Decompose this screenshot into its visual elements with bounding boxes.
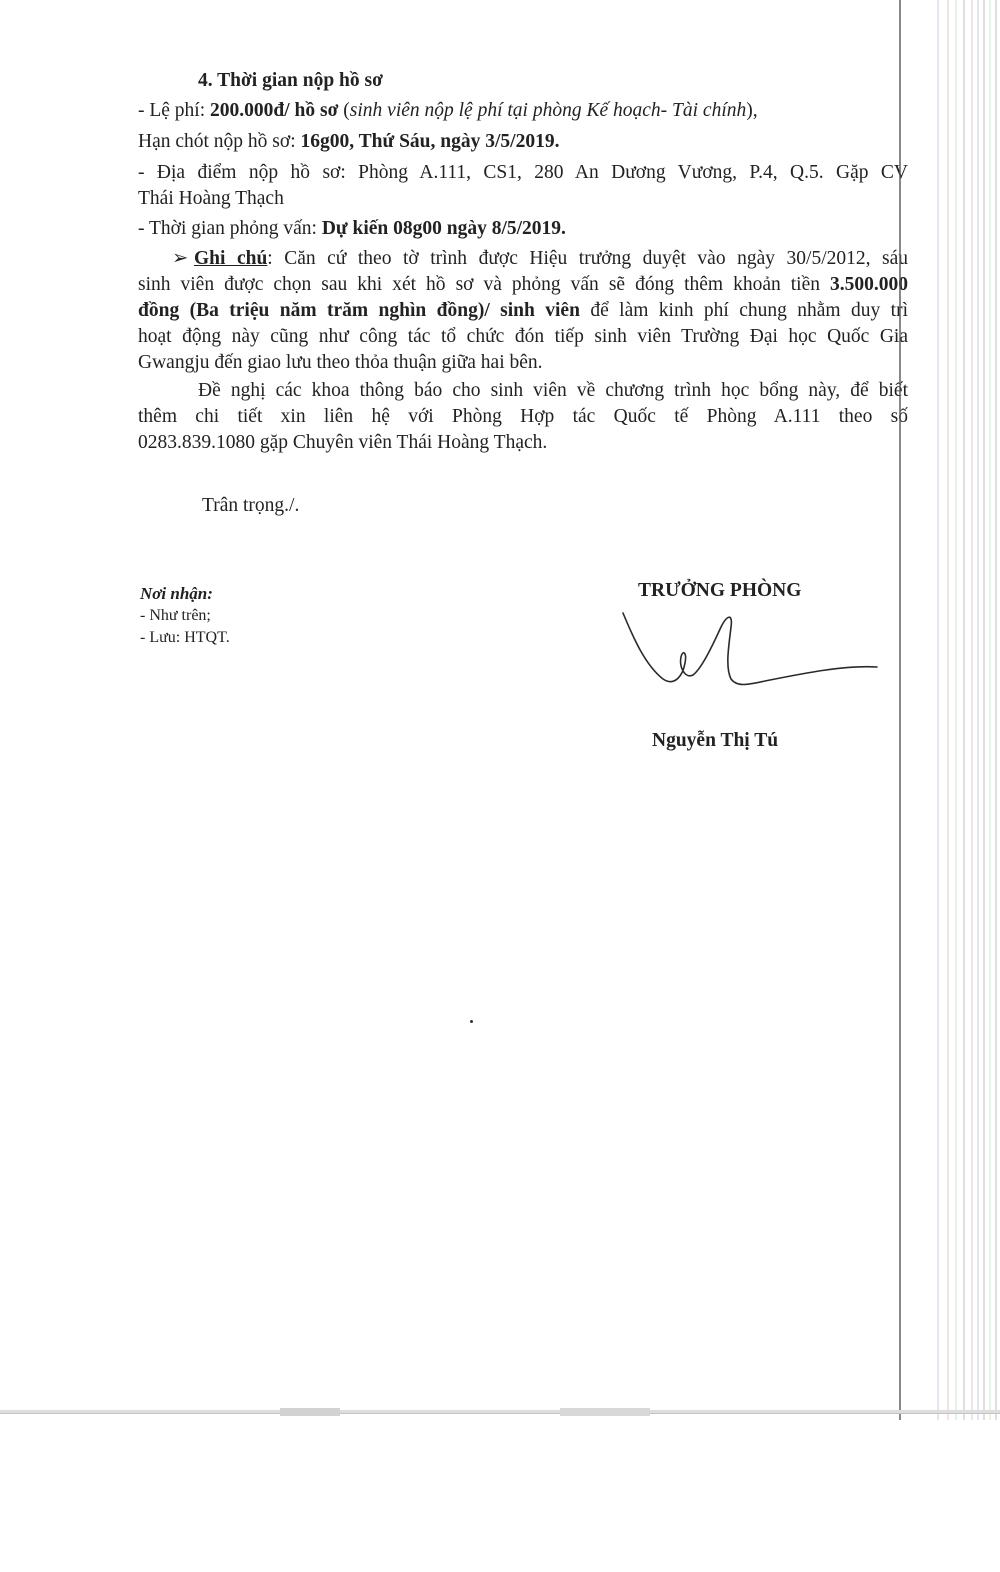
recipient-item: - Lưu: HTQT. [140,629,230,646]
signer-title: TRƯỞNG PHÒNG [638,580,802,601]
recipient-item: - Như trên; [140,607,211,624]
note-amount: 3.500.000 [830,274,908,295]
signer-name: Nguyễn Thị Tú [652,730,779,751]
request-line-1: Đề nghị các khoa thông báo cho sinh viên về chương trình học bổng này, để biết [198,380,908,401]
interview-line: - Thời gian phỏng vấn: Dự kiến 08g00 ngày 8/5/2019. [138,218,566,239]
scan-edge-lines [890,0,1000,1420]
request-line-3: 0283.839.1080 gặp Chuyên viên Thái Hoàng Thạch. [138,432,548,453]
fee-amount: 200.000đ/ hồ sơ [210,100,339,121]
fee-line: - Lệ phí: 200.000đ/ hồ sơ (sinh viên nộp lệ phí tại phòng Kế hoạch- Tài chính), [138,100,758,121]
recipients-title: Nơi nhận: [140,584,213,603]
deadline-value: 16g00, Thứ Sáu, ngày 3/5/2019. [300,131,560,152]
note-line-4: hoạt động này cũng như công tác tổ chức đón tiếp sinh viên Trường Đại học Quốc Gia [138,326,908,347]
note-label: Ghi chú [194,248,268,269]
location-line-2: Thái Hoàng Thạch [138,188,284,209]
closing-text: Trân trọng./. [202,495,300,516]
request-line-2: thêm chi tiết xin liên hệ với Phòng Hợp tác Quốc tế Phòng A.111 theo số [138,406,908,427]
note-line-2: sinh viên được chọn sau khi xét hồ sơ và phỏng vấn sẽ đóng thêm khoản tiền 3.500.000 [138,274,908,295]
scan-speck [470,1020,473,1023]
location-line-1: - Địa điểm nộp hồ sơ: Phòng A.111, CS1, 280 An Dương Vương, P.4, Q.5. Gặp CV [138,162,908,183]
fee-note: sinh viên nộp lệ phí tại phòng Kế hoạch- Tài chính [349,100,747,121]
note-line-1: ➢ Ghi chú: Căn cứ theo tờ trình được Hiệu trưởng duyệt vào ngày 30/5/2012, sáu [172,246,908,272]
note-line-3: đồng (Ba triệu năm trăm nghìn đồng)/ sinh viên để làm kinh phí chung nhằm duy trì [138,300,908,321]
arrow-bullet-icon: ➢ [172,248,189,269]
section-heading: 4. Thời gian nộp hồ sơ [198,70,383,91]
interview-value: Dự kiến 08g00 ngày 8/5/2019. [321,218,566,239]
note-amount-words: đồng (Ba triệu năm trăm nghìn đồng)/ sinh viên [138,300,580,321]
deadline-line: Hạn chót nộp hồ sơ: 16g00, Thứ Sáu, ngày 3/5/2019. [138,131,560,152]
scan-bottom-edge [0,1404,1000,1420]
note-line-5: Gwangju đến giao lưu theo thỏa thuận giữa hai bên. [138,352,543,373]
recipients-block [140,583,230,649]
signature-image [615,605,885,715]
